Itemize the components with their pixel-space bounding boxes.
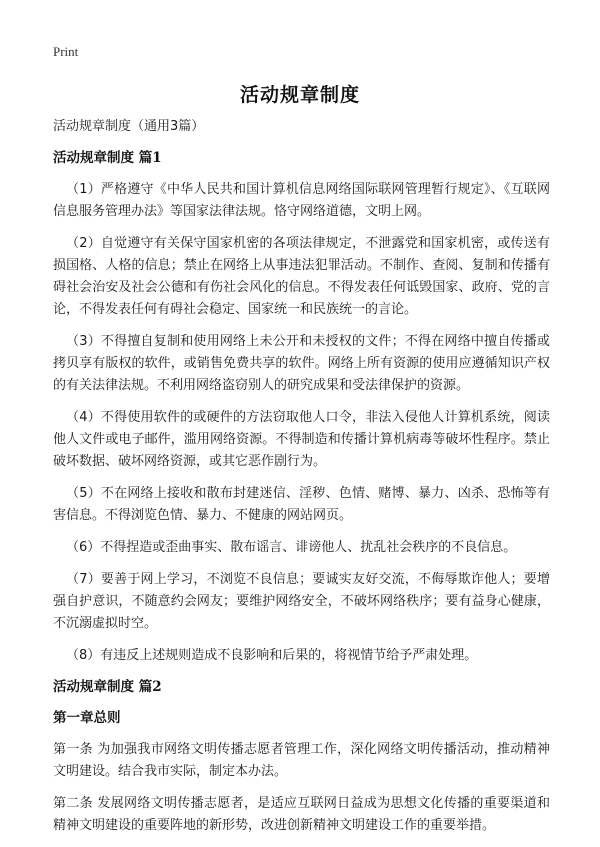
paragraph: （8）有违反上述规则造成不良影响和后果的，将视情节给予严肃处理。 (66, 648, 478, 663)
document-subtitle: 活动规章制度（通用3篇） (53, 119, 205, 134)
page-title: 活动规章制度 (239, 84, 360, 106)
paragraph: （7）要善于网上学习，不浏览不良信息；要诚实友好交流，不侮辱欺诈他人；要增强自护意识，不随意约会网友；要维护网络安全，不破坏网络秩序；要有益身心健康，不沉溺虚拟时空。 (53, 572, 550, 631)
section-heading-1: 活动规章制度 篇1 (53, 150, 162, 166)
print-label[interactable]: Print (53, 44, 79, 59)
document-body (53, 116, 550, 847)
paragraph: （5）不在网络上接收和散布封建迷信、淫秽、色情、赌博、暴力、凶杀、恐怖等有害信息。不得浏览色情、暴力、不健康的网站网页。 (53, 486, 550, 523)
paragraph: （2）自觉遵守有关保守国家机密的各项法律规定，不泄露党和国家机密，或传送有损国格、人格的信息；禁止在网络上从事违法犯罪活动。不制作、查阅、复制和传播有碍社会治安及社会公德和有伤社会风化的信息。不得发表任何诋毁国家、政府、党的言论，不得发表任何有碍社会稳定、国家统一和民族统一的言论。 (53, 236, 550, 317)
paragraph: 第一条 为加强我市网络文明传播志愿者管理工作，深化网络文明传播活动，推动精神文明建设。结合我市实际，制定本办法。 (53, 742, 550, 779)
paragraph: （3）不得擅自复制和使用网络上未公开和未授权的文件；不得在网络中擅自传播或拷贝享有版权的软件，或销售免费共享的软件。网络上所有资源的使用应遵循知识产权的有关法律法规。不利用网络盗窃别人的研究成果和受法律保护的资源。 (53, 334, 550, 393)
paragraph: （6）不得捏造或歪曲事实、散布谣言、诽谤他人、扰乱社会秩序的不良信息。 (66, 540, 517, 555)
paragraph: （4）不得使用软件的或硬件的方法窃取他人口令，非法入侵他人计算机系统，阅读他人文件或电子邮件，滥用网络资源。不得制造和传播计算机病毒等破坏性程序。禁止破坏数据、破坏网络资源，或其它恶作剧行为。 (53, 410, 550, 469)
chapter-heading: 第一章总则 (53, 710, 121, 726)
section-heading-2: 活动规章制度 篇2 (53, 679, 162, 695)
paragraph: （1）严格遵守《中华人民共和国计算机信息网络国际联网管理暂行规定》、《互联网信息服务管理办法》等国家法律法规。恪守网络道德，文明上网。 (53, 182, 550, 219)
paragraph: 第二条 发展网络文明传播志愿者，是适应互联网日益成为思想文化传播的重要渠道和精神文明建设的重要阵地的新形势，改进创新精神文明建设工作的重要举措。 (53, 796, 550, 833)
